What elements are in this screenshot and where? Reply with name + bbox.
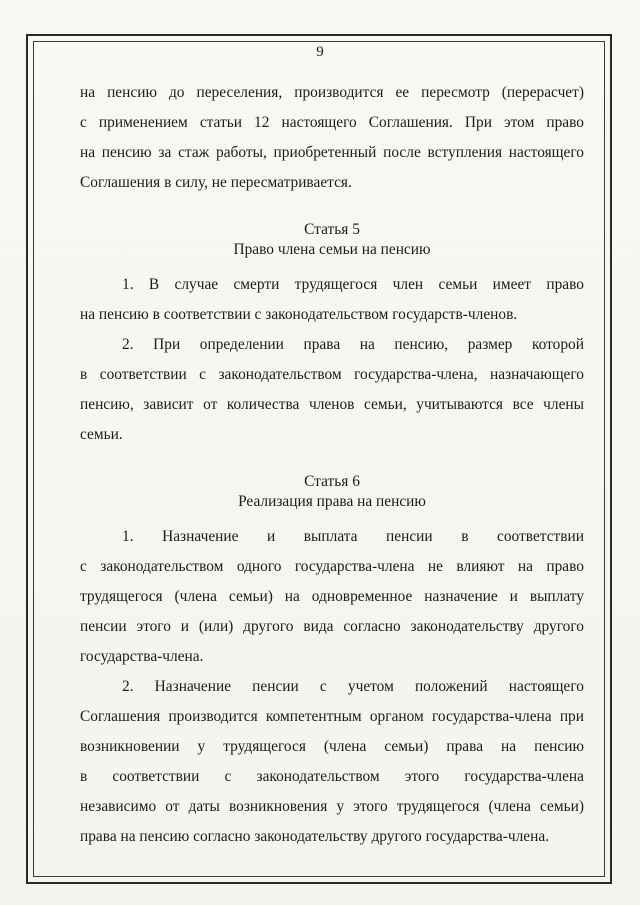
text-line: 1. Назначение и выплата пенсии в соответствии xyxy=(122,528,584,545)
text-line: возникновении у трудящегося (члена семьи) права на пенсию xyxy=(80,738,584,755)
article-5 xyxy=(80,220,584,450)
article-6 xyxy=(80,472,584,852)
text-line: Соглашения производится компетентным органом государства-члена при xyxy=(80,708,584,725)
intro-paragraph xyxy=(80,78,584,198)
text-line: семьи. xyxy=(80,426,123,443)
text-line: 2. Назначение пенсии с учетом положений настоящего xyxy=(122,678,584,695)
text-line: на пенсию в соответствии с законодательством государств-членов. xyxy=(80,306,518,323)
text-line: пенсию, зависит от количества членов семьи, учитываются все члены xyxy=(80,396,584,413)
text-line: с применением статьи 12 настоящего Соглашения. При этом право xyxy=(80,114,584,131)
text-line: 1. В случае смерти трудящегося член семьи имеет право xyxy=(122,276,584,293)
text-line: Соглашения в силу, не пересматривается. xyxy=(80,174,352,191)
text-line: в соответствии с законодательством государства-члена, назначающего xyxy=(80,366,584,383)
article-5-paragraph-2 xyxy=(80,330,584,450)
text-line: права на пенсию согласно законодательству другого государства-члена. xyxy=(80,828,550,845)
text-line: на пенсию до переселения, производится ее пересмотр (перерасчет) xyxy=(80,84,584,101)
article-number: Статья 6 xyxy=(304,473,360,490)
article-title: Право члена семьи на пенсию xyxy=(233,241,431,258)
article-6-paragraph-2 xyxy=(80,672,584,852)
article-number: Статья 5 xyxy=(304,221,360,238)
article-5-paragraph-1 xyxy=(80,270,584,330)
text-line: 2. При определении права на пенсию, размер которой xyxy=(122,336,584,353)
text-line: на пенсию за стаж работы, приобретенный после вступления настоящего xyxy=(80,144,584,161)
text-line: государства-члена. xyxy=(80,648,204,665)
text-line: с законодательством одного государства-члена не влияют на право xyxy=(80,558,584,575)
text-line: независимо от даты возникновения у этого трудящегося (члена семьи) xyxy=(80,798,584,815)
text-line: в соответствии с законодательством этого государства-члена xyxy=(80,768,584,785)
page-number: 9 xyxy=(316,44,324,60)
article-6-paragraph-1 xyxy=(80,522,584,672)
text-line: трудящегося (члена семьи) на одновременное назначение и выплату xyxy=(80,588,584,605)
text-line: пенсии этого и (или) другого вида согласно законодательству другого xyxy=(80,618,584,635)
article-title: Реализация права на пенсию xyxy=(238,493,426,510)
document-body xyxy=(80,78,584,852)
